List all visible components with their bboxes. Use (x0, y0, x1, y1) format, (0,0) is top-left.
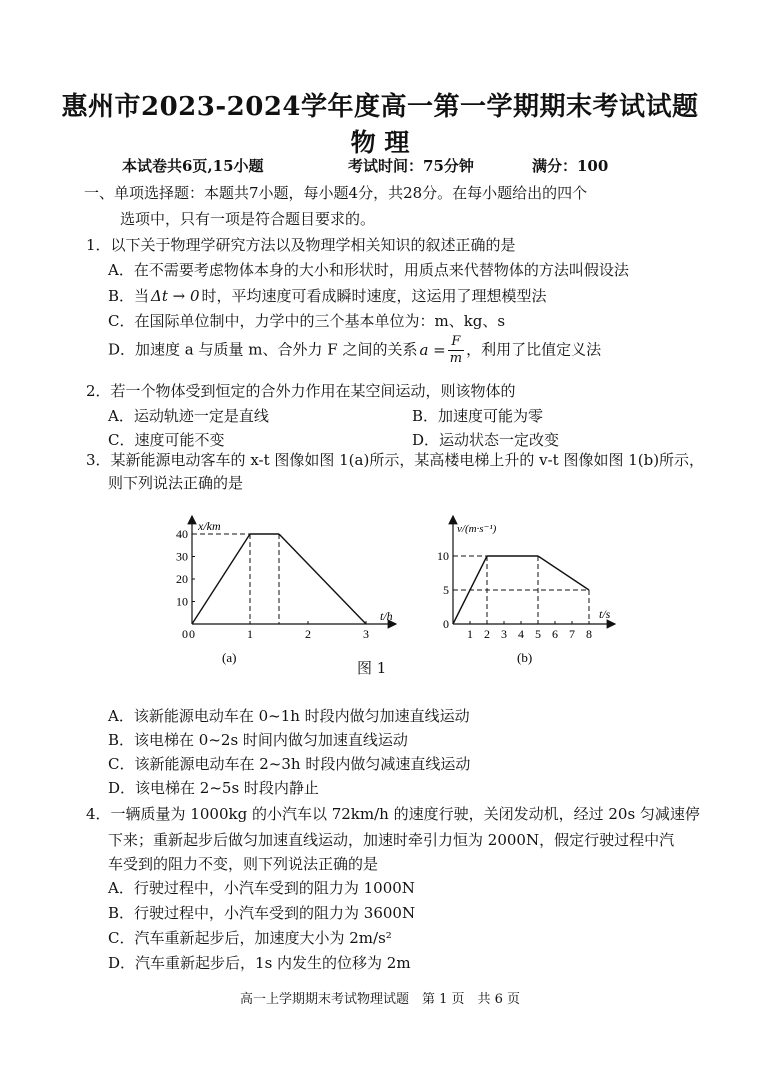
section-heading: 一、单项选择题：本题共7小题，每小题4分，共28分。在每小题给出的四个 (84, 184, 588, 202)
x-tick-label: 1 (247, 627, 253, 641)
subject-title: 物 理 (350, 128, 410, 157)
y-axis-label: x/km (198, 519, 221, 533)
y-tick-label: 30 (176, 549, 188, 564)
y-tick-label: 10 (176, 594, 188, 609)
x-tick-label: 6 (552, 627, 558, 641)
question-4-stem-cont2: 车受到的阻力不变，则下列说法正确的是 (108, 855, 379, 873)
question-4-option-a: A．行驶过程中，小汽车受到的阻力为 1000N (108, 879, 415, 897)
x-tick-label: 7 (569, 627, 575, 641)
question-3-stem: 3．某新能源电动客车的 x-t 图像如图 1(a)所示，某高楼电梯上升的 v-t 图像如图 1(b)所示， (86, 451, 705, 469)
question-4-option-d: D．汽车重新起步后，1s 内发生的位移为 2m (108, 954, 411, 972)
y-tick-label: 0 (443, 617, 449, 631)
x-tick-label: 1 (467, 627, 473, 641)
x-tick-label: 3 (501, 627, 507, 641)
x-tick-label: 2 (305, 627, 311, 641)
exam-title: 惠州市2023-2024学年度高一第一学期期末考试试题 (61, 92, 699, 122)
x-axis-label: t/s (599, 607, 611, 621)
time-info: 考试时间：75分钟 (348, 157, 474, 175)
figure-1a (160, 510, 410, 670)
option-d-suffix: ，利用了比值定义法 (466, 340, 602, 359)
option-b-suffix: 时，平均速度可看成瞬时速度，这运用了理想模型法 (201, 287, 547, 305)
page-footer: 高一上学期期末考试物理试题 第 1 页 共 6 页 (239, 992, 521, 1007)
series-segment (192, 534, 250, 624)
formula-fraction (448, 334, 464, 367)
score-info: 满分：100 (532, 157, 609, 175)
figure-1b-caption: (b) (517, 650, 533, 665)
series-segment (279, 534, 366, 624)
question-1-stem: 1．以下关于物理学研究方法以及物理学相关知识的叙述正确的是 (86, 236, 516, 254)
section-heading-cont: 选项中，只有一项是符合题目要求的。 (120, 210, 376, 228)
question-3-option-c: C．该新能源电动车在 2~3h 时段内做匀减速直线运动 (108, 755, 471, 773)
figure-1a-caption: (a) (222, 650, 237, 665)
question-1-option-d (108, 334, 601, 367)
x-tick-label: 0 (189, 627, 195, 641)
x-tick-label: 2 (484, 627, 490, 641)
question-3-option-a: A．该新能源电动车在 0~1h 时段内做匀加速直线运动 (108, 707, 470, 725)
question-1-option-a: A．在不需要考虑物体本身的大小和形状时，用质点来代替物体的方法叫假设法 (108, 261, 629, 279)
question-3-option-d: D．该电梯在 2~5s 时段内静止 (108, 779, 319, 797)
question-4-option-b: B．行驶过程中，小汽车受到的阻力为 3600N (108, 904, 416, 922)
x-tick-label: 8 (586, 627, 592, 641)
pages-info: 本试卷共6页,15小题 (122, 157, 264, 175)
figure-caption: 图 1 (357, 659, 387, 677)
y-tick-label: 5 (443, 583, 449, 597)
question-3-stem-cont: 则下列说法正确的是 (108, 474, 244, 492)
y-axis-label: v/(m·s⁻¹) (457, 523, 497, 535)
question-2-option-a: A．运动轨迹一定是直线 (108, 407, 269, 425)
question-4-stem-cont1: 下来；重新起步后做匀加速直线运动，加速时牵引力恒为 2000N，假定行驶过程中汽 (108, 831, 675, 849)
question-1-option-b (108, 285, 547, 306)
fraction-denominator: m (449, 351, 463, 366)
x-tick-label: 4 (518, 627, 524, 641)
question-2-stem: 2．若一个物体受到恒定的合外力作用在某空间运动，则该物体的 (86, 382, 516, 400)
option-d-prefix: D．加速度 a 与质量 m、合外力 F 之间的关系 (108, 340, 418, 359)
x-tick-label: 5 (535, 627, 541, 641)
formula-lhs: a = (419, 340, 446, 359)
x-tick-label: 3 (363, 627, 369, 641)
figure-1b (425, 510, 625, 670)
y-tick-label: 40 (176, 527, 188, 541)
fraction-numerator: F (448, 334, 464, 351)
series-segment (538, 556, 589, 590)
delta-t-math: Δt → 0 (151, 287, 200, 305)
question-2-option-c: C．速度可能不变 (108, 431, 225, 449)
question-2-option-b: B．加速度可能为零 (412, 407, 544, 425)
question-4-option-c: C．汽车重新起步后，加速度大小为 2m/s² (108, 929, 392, 947)
question-4-stem: 4．一辆质量为 1000kg 的小汽车以 72km/h 的速度行驶，关闭发动机，经过 20s 匀减速停 (86, 805, 700, 823)
x-axis-label: t/h (380, 609, 393, 623)
y-tick-label: 20 (176, 572, 188, 586)
question-2-option-d: D．运动状态一定改变 (412, 431, 560, 449)
origin-label: 0 (182, 627, 188, 641)
question-1-option-c: C．在国际单位制中，力学中的三个基本单位为：m、kg、s (108, 312, 506, 330)
question-3-option-b: B．该电梯在 0~2s 时间内做匀加速直线运动 (108, 731, 408, 749)
y-tick-label: 10 (437, 549, 449, 563)
option-b-prefix: B．当 (108, 287, 150, 305)
